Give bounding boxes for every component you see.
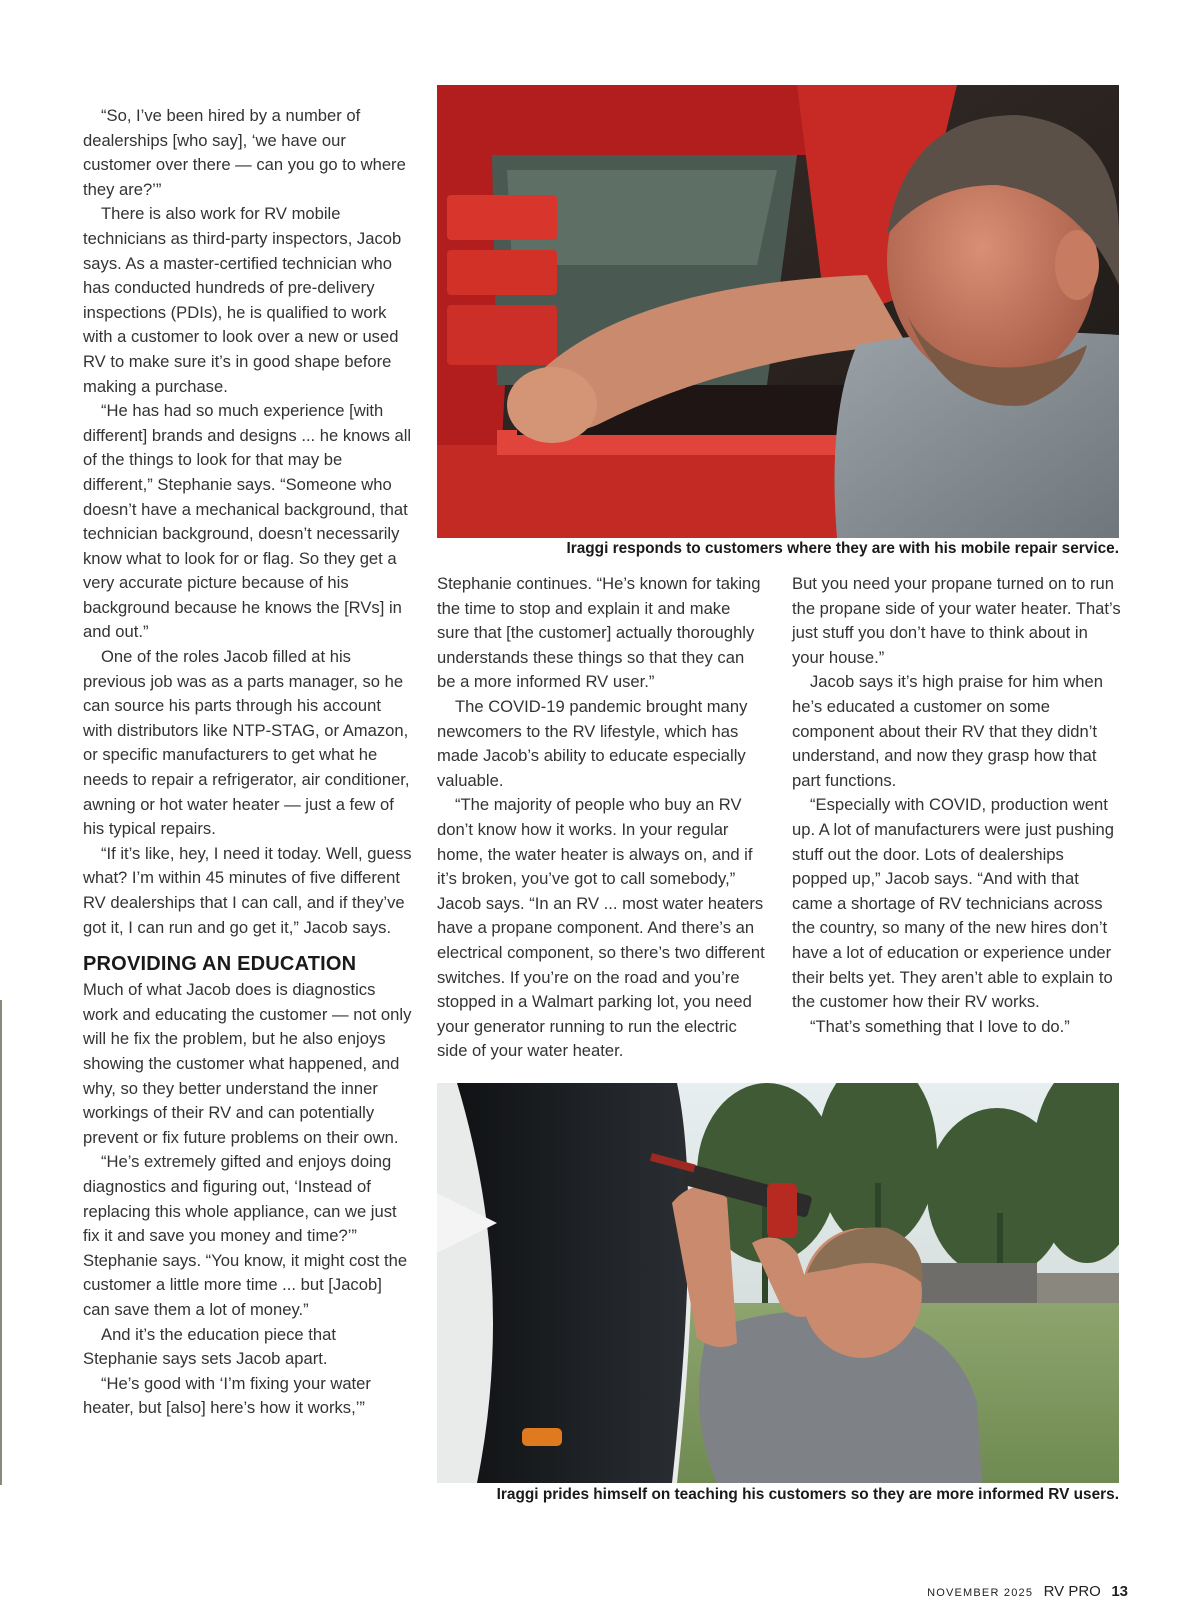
paragraph: But you need your propane turned on to run the propane side of your water heater. That’s just stuff you don’t have to think about in your house.” — [792, 574, 1121, 667]
paragraph: “He’s good with ‘I’m fixing your water heater, but [also] here’s how it works,’” — [83, 1373, 371, 1418]
paragraph: One of the roles Jacob filled at his previous job was as a parts manager, so he can source his parts through his account with distributors like NTP-STAG, or Amazon, or specific manufacturers to get what he needs to repair a refrigerator, air conditioner, awning or hot water heater — just a few of his typical repairs. — [83, 647, 410, 839]
photo-caption: Iraggi responds to customers where they are with his mobile repair service. — [566, 540, 1119, 557]
middle-column — [437, 572, 767, 1064]
paragraph: Much of what Jacob does is diagnostics work and educating the customer — not only will he fix the problem, but he also enjoys showing the customer what happened, and why, so they better understand the inner workings of their RV and can potentially prevent or fix future problems on their own. — [83, 980, 412, 1147]
photo-caption: Iraggi prides himself on teaching his customers so they are more informed RV users. — [496, 1486, 1119, 1503]
paragraph: There is also work for RV mobile technicians as third-party inspectors, Jacob says. As a master-certified technician who has conducted hundreds of pre-delivery inspections (PDIs), he is qualified to work with a customer to look over a new or used RV to make sure it’s in good shape before making a purchase. — [83, 204, 402, 396]
issue-date: NOVEMBER 2025 — [927, 1587, 1034, 1599]
paragraph: “So, I’ve been hired by a number of dealerships [who say], ‘we have our customer over there — can you go to where they are?’” — [83, 106, 406, 199]
paragraph: “He has had so much experience [with different] brands and designs ... he knows all of the things to look for that may be different,” Stephanie says. “Someone who doesn’t have a mechanical background, that technician background, doesn’t necessarily know what to look for or flag. So they get a very accurate picture because of his background because he knows the [RVs] in and out.” — [83, 401, 412, 642]
photo-technician-caulking — [437, 1083, 1119, 1483]
paragraph: And it’s the education piece that Stephanie says sets Jacob apart. — [83, 1324, 336, 1369]
paragraph: Stephanie continues. “He’s known for taking the time to stop and explain it and make sure that [the customer] actually thoroughly understands these things so that they can be a more informed RV user.” — [437, 574, 761, 692]
paragraph: “Especially with COVID, production went up. A lot of manufacturers were just pushing stuff out the door. Lots of dealerships popped up,” Jacob says. “And with that came a shortage of RV technicians across the country, so many of the new hires don’t have a lot of education or experience under their belts yet. They aren’t able to explain to the customer how their RV works. — [792, 795, 1114, 1012]
paragraph: Jacob says it’s high praise for him when he’s educated a customer on some component about their RV that they didn’t understand, and now they grasp how that part functions. — [792, 672, 1103, 790]
page-number: 13 — [1111, 1583, 1128, 1600]
photo-technician-toolbox — [437, 85, 1119, 538]
page-footer — [927, 1583, 1128, 1601]
paragraph: “If it’s like, hey, I need it today. Well, guess what? I’m within 45 minutes of five different RV dealerships that I can call, and if they’ve got it, I can run and go get it,” Jacob says. — [83, 843, 412, 937]
right-column — [792, 572, 1122, 1039]
paragraph: The COVID-19 pandemic brought many newcomers to the RV lifestyle, which has made Jacob’s ability to educate especially valuable. — [437, 696, 748, 790]
section-subheading: PROVIDING AN EDUCATION — [83, 953, 357, 976]
paragraph: “That’s something that I love to do.” — [810, 1016, 1070, 1036]
paragraph: “He’s extremely gifted and enjoys doing diagnostics and figuring out, ‘Instead of replacing this whole appliance, can we just fix it and save you money and time?’” Stephanie says. “You know, it might cost the customer a little more time ... but [Jacob] can save them a lot of money.” — [83, 1152, 408, 1319]
paragraph: “The majority of people who buy an RV don’t know how it works. In your regular home, the water heater is always on, and if it’s broken, you’ve got to call somebody,” Jacob says. “In an RV ... most water heaters have a propane component. And there’s an electrical component, so there’s two different switches. If you’re on the road and you’re stopped in a Walmart parking lot, you need your generator running to run the electric side of your water heater. — [437, 795, 765, 1061]
left-column — [83, 104, 413, 1421]
page-edge-strip — [0, 1000, 2, 1485]
magazine-name: RV PRO — [1043, 1583, 1101, 1600]
